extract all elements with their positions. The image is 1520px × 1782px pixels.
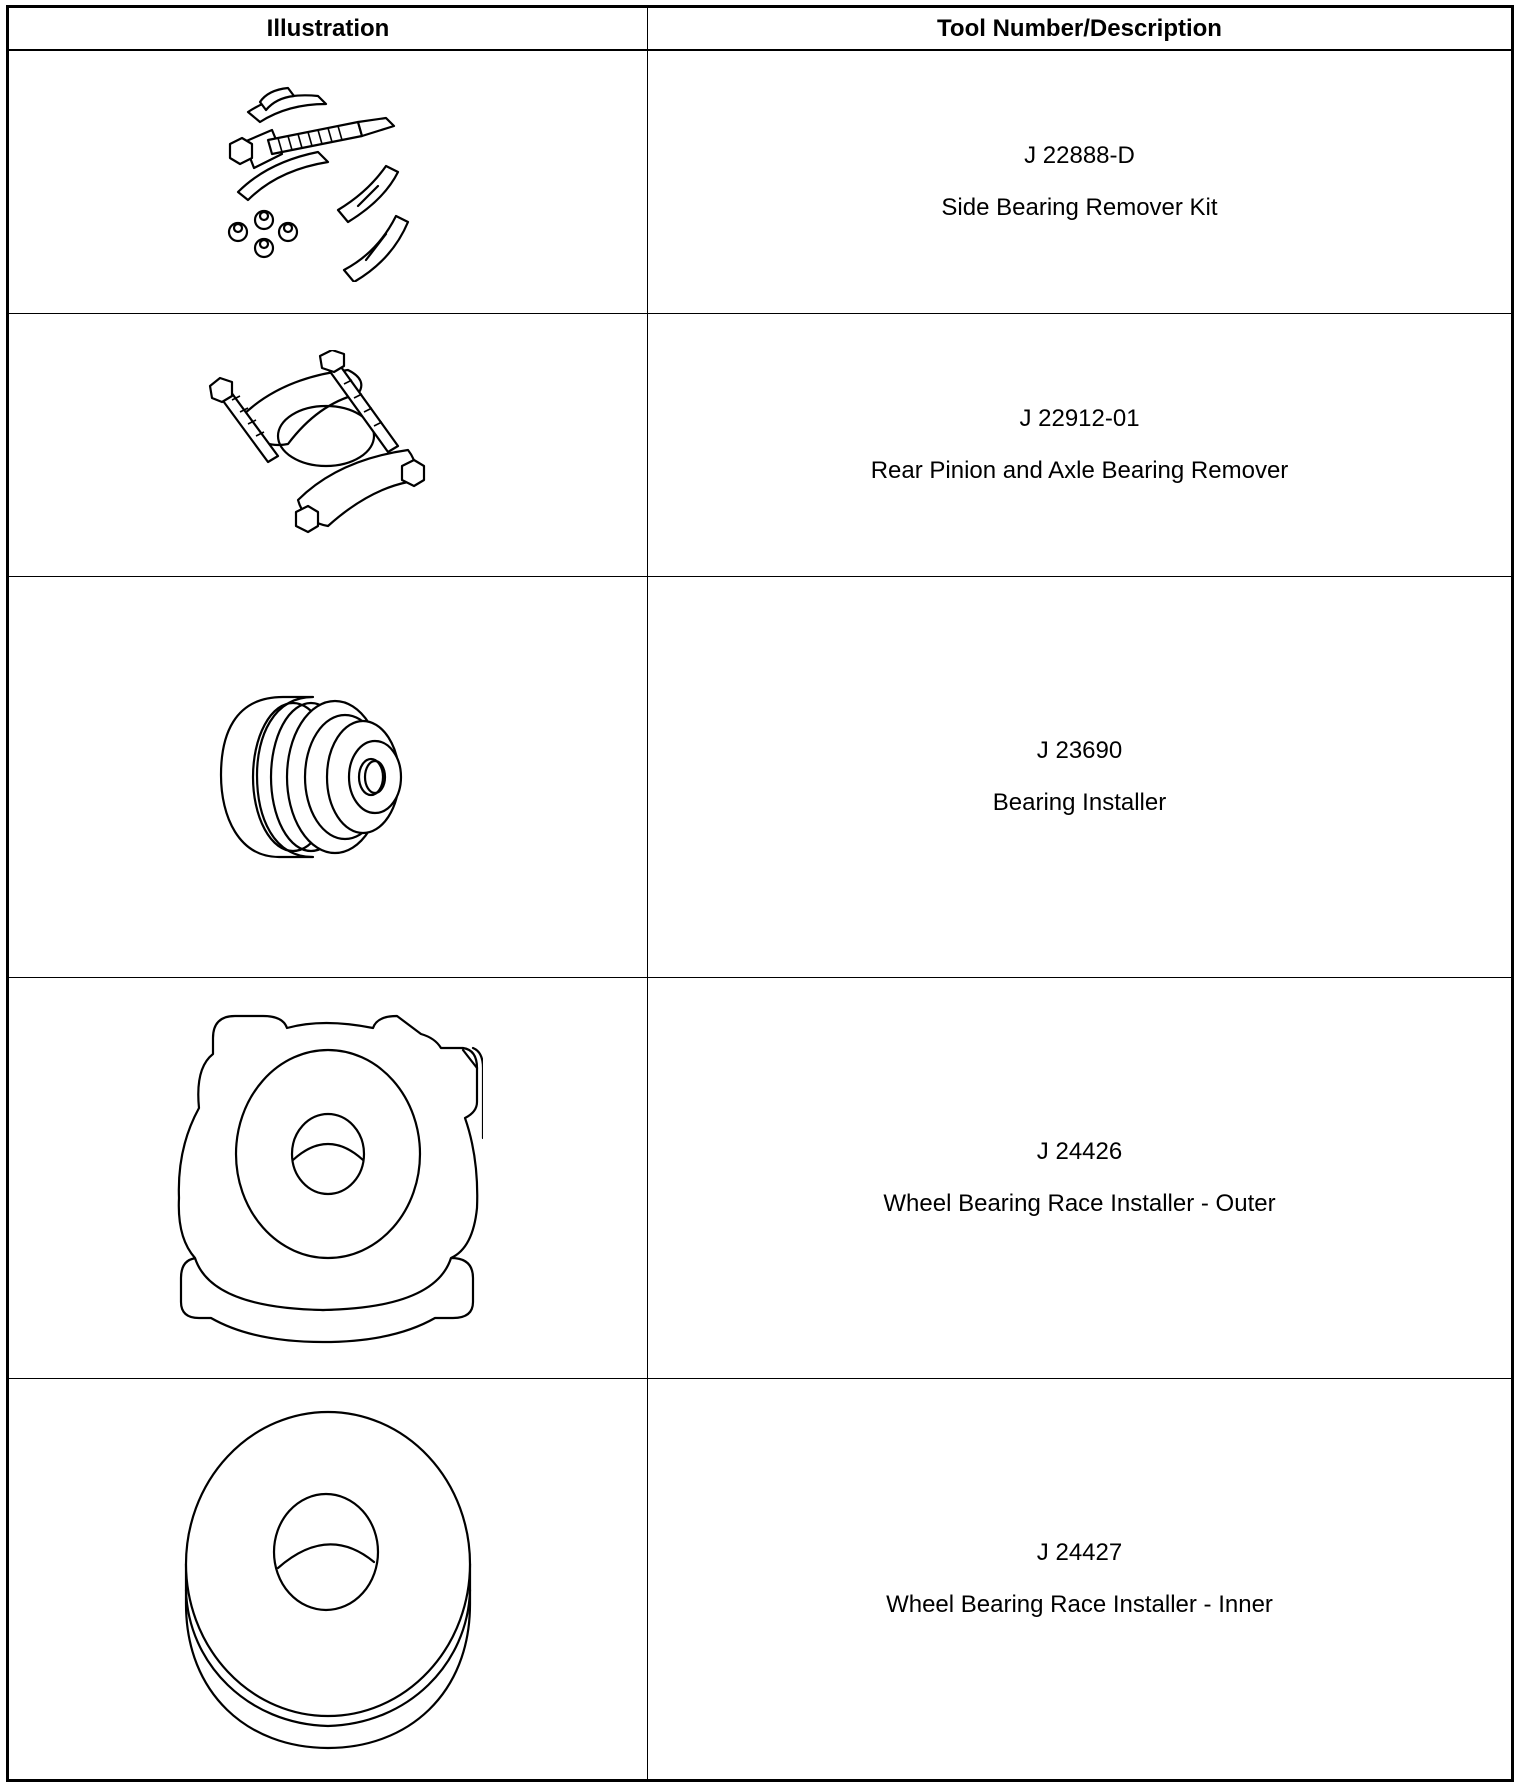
- tool-number: J 24426: [1036, 1138, 1123, 1165]
- illustration-cell: [8, 50, 648, 314]
- bearing-separator-drawing: [208, 350, 448, 540]
- tool-number: J 22912-01: [1019, 405, 1140, 432]
- race-installer-inner-drawing: [178, 1404, 478, 1754]
- table-row: [8, 978, 1513, 1379]
- illustration-cell: [8, 1379, 648, 1781]
- tool-number: J 23690: [1036, 737, 1123, 764]
- special-tools-table: [6, 5, 1514, 1782]
- tool-number: J 22888-D: [1024, 142, 1135, 169]
- tool-description-cell: [648, 978, 1513, 1379]
- tool-description: Rear Pinion and Axle Bearing Remover: [870, 457, 1289, 484]
- table-row: [8, 50, 1513, 314]
- illustration-cell: [8, 577, 648, 978]
- header-tool-number-description: Tool Number/Description: [648, 7, 1513, 51]
- table-row: [8, 577, 1513, 978]
- tool-description: Wheel Bearing Race Installer - Outer: [883, 1190, 1276, 1217]
- tool-description-cell: [648, 50, 1513, 314]
- header-illustration: Illustration: [8, 7, 648, 51]
- tool-description: Bearing Installer: [992, 789, 1167, 816]
- illustration-cell: [8, 978, 648, 1379]
- tool-description-cell: [648, 577, 1513, 978]
- side-bearing-remover-kit-drawing: [208, 82, 448, 282]
- tool-description: Wheel Bearing Race Installer - Inner: [886, 1591, 1273, 1618]
- tool-description-cell: [648, 1379, 1513, 1781]
- table-row: [8, 314, 1513, 577]
- table-header-row: [8, 7, 1513, 51]
- race-installer-outer-drawing: [173, 1008, 483, 1348]
- bearing-installer-drawing: [213, 677, 443, 877]
- tool-number: J 24427: [1036, 1539, 1123, 1566]
- tool-description: Side Bearing Remover Kit: [941, 194, 1218, 221]
- illustration-cell: [8, 314, 648, 577]
- tool-description-cell: [648, 314, 1513, 577]
- table-row: [8, 1379, 1513, 1781]
